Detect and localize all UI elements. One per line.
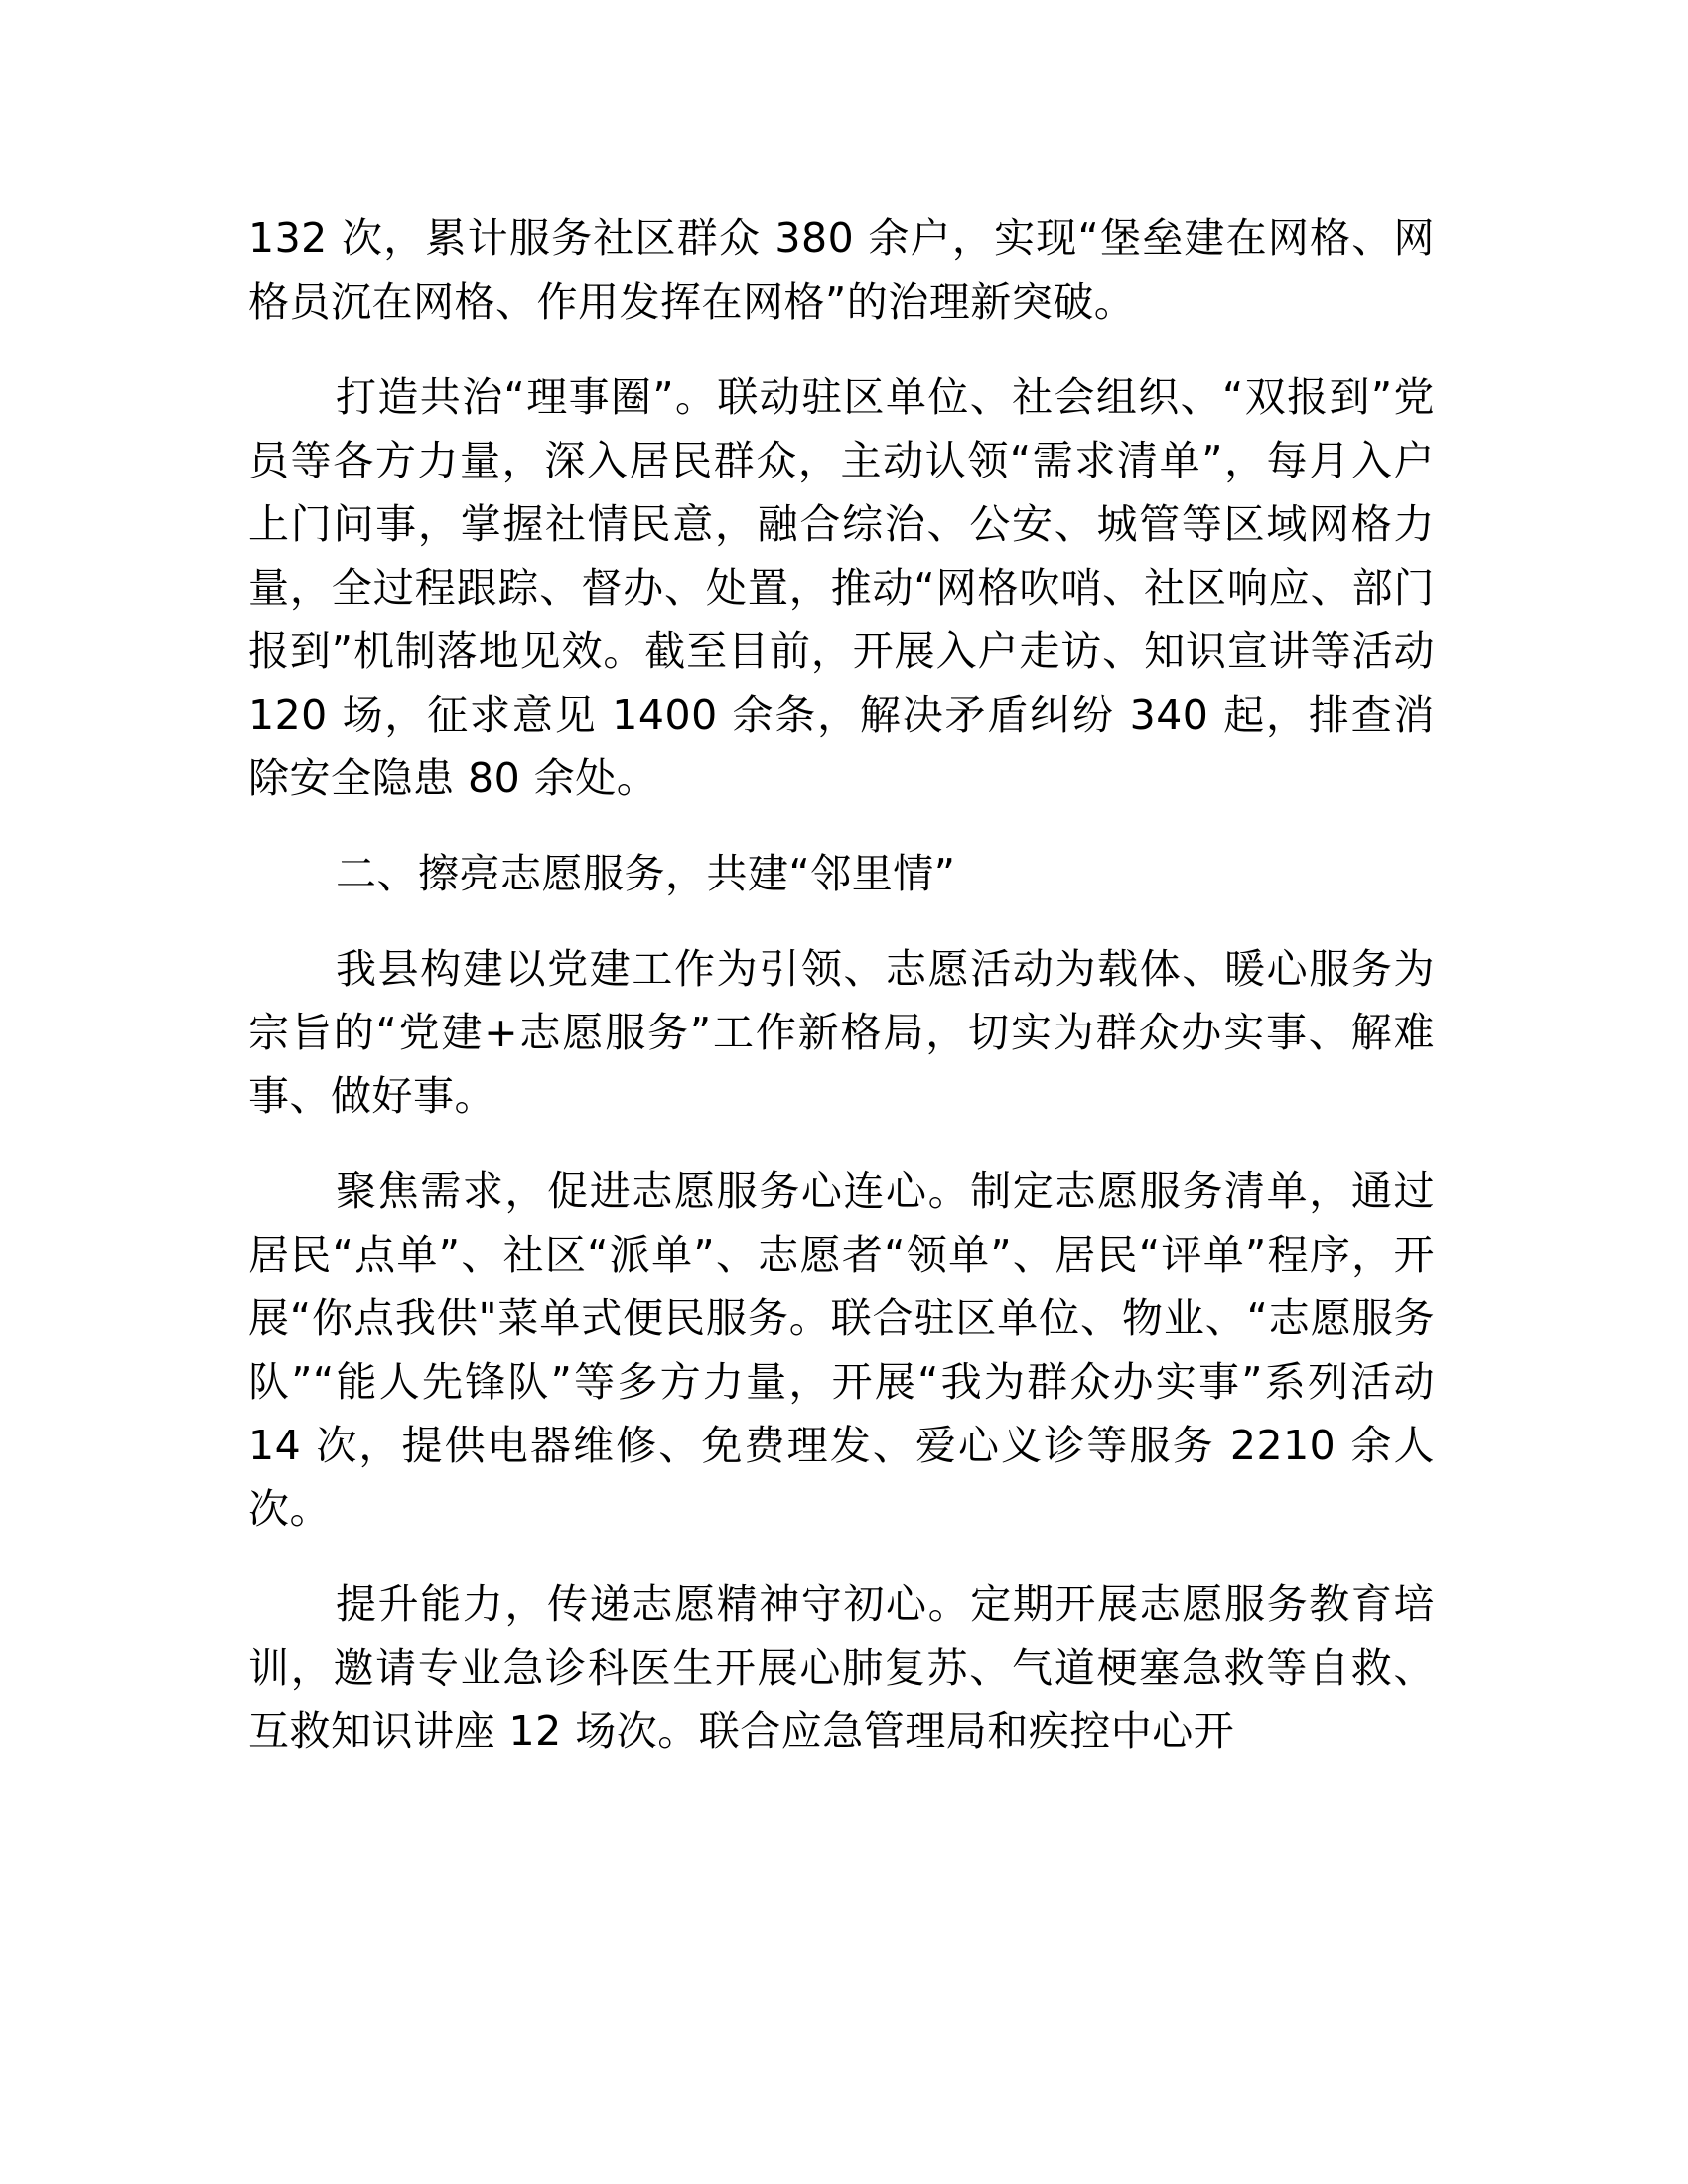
paragraph-grid-governance-result: 132 次，累计服务社区群众 380 余户，实现“堡垒建在网格、网格员沉在网格、作用发挥在网格”的治理新突破。 <box>248 214 1435 326</box>
paragraph-volunteer-framework: 我县构建以党建工作为引领、志愿活动为载体、暖心服务为宗旨的“党建+志愿服务”工作新格局，切实为群众办实事、解难事、做好事。 <box>248 945 1435 1120</box>
document-body <box>248 206 1435 1795</box>
paragraph-capacity-building: 提升能力，传递志愿精神守初心。定期开展志愿服务教育培训，邀请专业急诊科医生开展心肺复苏、气道梗塞急救等自救、互救知识讲座 12 场次。联合应急管理局和疾控中心开 <box>248 1580 1435 1755</box>
section-heading-volunteer-service: 二、擦亮志愿服务，共建“邻里情” <box>336 850 956 897</box>
paragraph-focus-on-needs: 聚焦需求，促进志愿服务心连心。制定志愿服务清单，通过居民“点单”、社区“派单”、志愿者“领单”、居民“评单”程序，开展“你点我供"菜单式便民服务。联合驻区单位、物业、“志愿服务队”“能人先锋队”等多方力量，开展“我为群众办实事”系列活动 14 次，提供电器维修、免费理发、爱心义诊等服务 2210 余人次。 <box>248 1167 1435 1533</box>
paragraph-co-governance-circle: 打造共治“理事圈”。联动驻区单位、社会组织、“双报到”党员等各方力量，深入居民群众，主动认领“需求清单”，每月入户上门问事，掌握社情民意，融合综治、公安、城管等区域网格力量，全过程跟踪、督办、处置，推动“网格吹哨、社区响应、部门报到”机制落地见效。截至目前，开展入户走访、知识宣讲等活动 120 场，征求意见 1400 余条，解决矛盾纠纷 340 起，排查消除安全隐患 80 余处。 <box>248 373 1435 802</box>
